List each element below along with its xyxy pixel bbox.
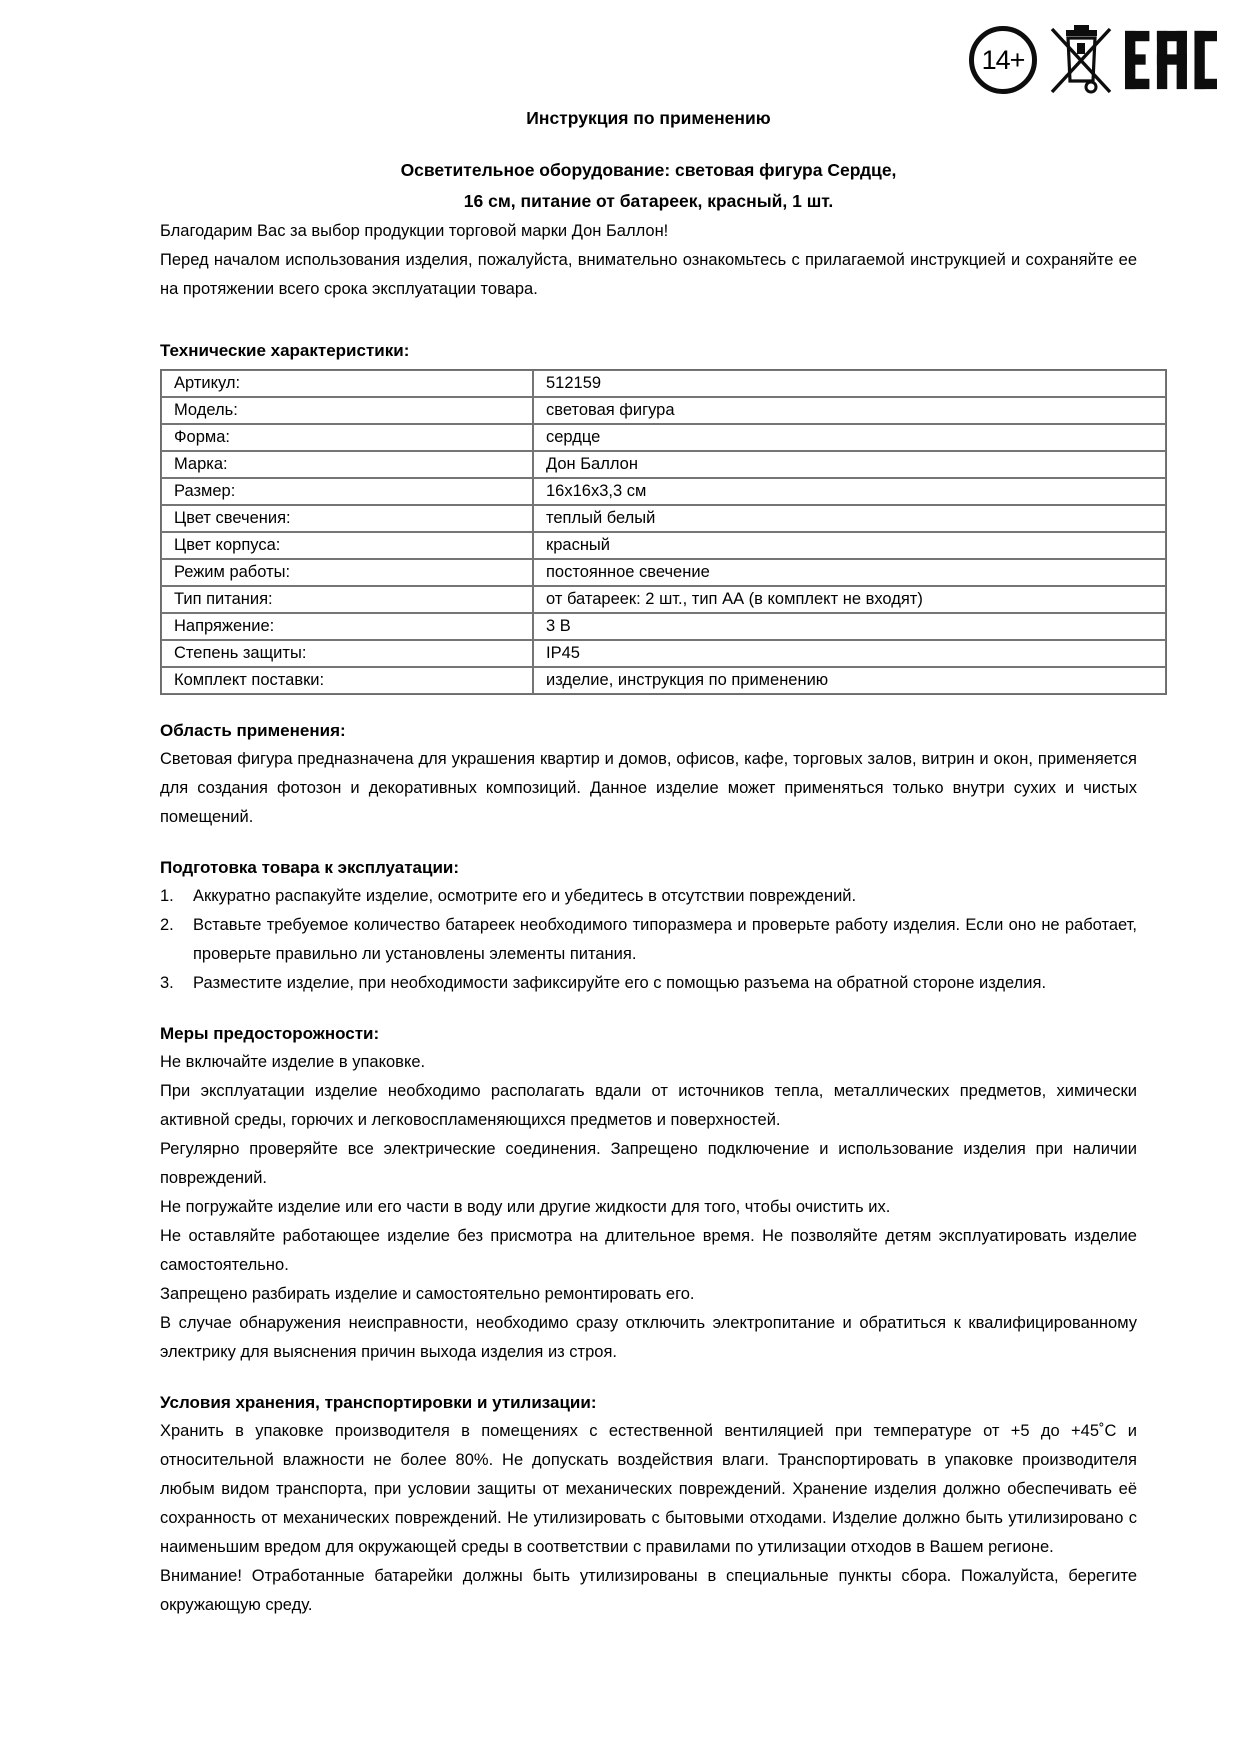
spec-row — [161, 613, 1166, 640]
spec-value: изделие, инструкция по применению — [533, 667, 1166, 694]
list-item-number: 3. — [160, 974, 174, 992]
precaution-paragraph: Не оставляйте работающее изделие без присмотра на длительное время. Не позволяйте детям эксплуатировать изделие самостоятельно. — [160, 1227, 1137, 1274]
spec-label: Артикул: — [161, 370, 533, 397]
spec-value: сердце — [533, 424, 1166, 451]
spec-label: Комплект поставки: — [161, 667, 533, 694]
spec-label: Цвет свечения: — [161, 505, 533, 532]
storage-heading: Условия хранения, транспортировки и утилизации: — [160, 1393, 597, 1412]
application-body: Световая фигура предназначена для украшения квартир и домов, офисов, кафе, торговых залов, витрин и окон, применяется для создания фотозон и декоративных композиций. Данное изделие может применяться только внутри сухих и чистых помещений. — [160, 750, 1137, 826]
list-item — [160, 911, 1137, 969]
spec-label: Форма: — [161, 424, 533, 451]
list-item — [160, 882, 1137, 911]
list-item — [160, 969, 1137, 998]
spec-value: от батареек: 2 шт., тип АА (в комплект не входят) — [533, 586, 1166, 613]
spec-label: Степень защиты: — [161, 640, 533, 667]
spec-label: Цвет корпуса: — [161, 532, 533, 559]
spec-row — [161, 478, 1166, 505]
specs-heading: Технические характеристики: — [160, 341, 410, 360]
spec-row — [161, 667, 1166, 694]
spec-value: IP45 — [533, 640, 1166, 667]
spec-row — [161, 424, 1166, 451]
specs-table — [160, 369, 1167, 695]
list-item-text: Разместите изделие, при необходимости зафиксируйте его с помощью разъема на обратной стороне изделия. — [193, 974, 1047, 992]
list-item-number: 1. — [160, 887, 174, 905]
age-rating-label: 14+ — [981, 44, 1025, 75]
application-heading: Область применения: — [160, 721, 346, 740]
list-item-text: Вставьте требуемое количество батареек необходимого типоразмера и проверьте работу изделия. Если оно не работает, проверьте правильно ли установлены элементы питания. — [193, 916, 1137, 963]
spec-label: Напряжение: — [161, 613, 533, 640]
spec-label: Тип питания: — [161, 586, 533, 613]
product-subtitle-line2: 16 см, питание от батареек, красный, 1 шт. — [463, 191, 834, 211]
precautions-heading: Меры предосторожности: — [160, 1024, 380, 1043]
precaution-paragraph: При эксплуатации изделие необходимо располагать вдали от источников тепла, металлических предметов, химически активной среды, горючих и легковоспламеняющихся предметов и поверхностей. — [160, 1082, 1137, 1129]
spec-label: Марка: — [161, 451, 533, 478]
storage-paragraph: Хранить в упаковке производителя в помещениях с естественной вентиляцией при температуре от +5 до +45˚С и относительной влажности не более 80%. Не допускать воздействия влаги. Транспортировать в упаковке производителя любым видом транспорта, при условии защиты от механических повреждений. Хранение изделия должно обеспечивать её сохранность от механических повреждений. Не утилизировать с бытовыми отходами. Изделие должно быть утилизировано с наименьшим вредом для окружающей среды в соответствии с правилами по утилизации отходов в Вашем регионе. — [160, 1422, 1137, 1556]
precaution-paragraph: Запрещено разбирать изделие и самостоятельно ремонтировать его. — [160, 1285, 695, 1303]
intro-thanks: Благодарим Вас за выбор продукции торговой марки Дон Баллон! — [160, 222, 669, 240]
precaution-paragraph: Регулярно проверяйте все электрические соединения. Запрещено подключение и использование изделия при наличии повреждений. — [160, 1140, 1137, 1187]
age-rating-icon — [969, 26, 1037, 94]
spec-row — [161, 370, 1166, 397]
preparation-list — [160, 882, 1137, 998]
spec-row — [161, 532, 1166, 559]
spec-row — [161, 451, 1166, 478]
weee-icon — [1049, 24, 1113, 96]
top-icons — [969, 24, 1217, 96]
spec-label: Режим работы: — [161, 559, 533, 586]
list-item-text: Аккуратно распакуйте изделие, осмотрите его и убедитесь в отсутствии повреждений. — [193, 887, 857, 905]
page-title: Инструкция по применению — [526, 108, 771, 128]
precaution-paragraph: Не включайте изделие в упаковке. — [160, 1053, 426, 1071]
spec-row — [161, 505, 1166, 532]
spec-row — [161, 640, 1166, 667]
spec-value: постоянное свечение — [533, 559, 1166, 586]
spec-value: 512159 — [533, 370, 1166, 397]
preparation-heading: Подготовка товара к эксплуатации: — [160, 858, 460, 877]
spec-value: 3 В — [533, 613, 1166, 640]
precaution-paragraph: В случае обнаружения неисправности, необходимо сразу отключить электропитание и обратиться к квалифицированному электрику для выяснения причин выхода изделия из строя. — [160, 1314, 1137, 1361]
list-item-number: 2. — [160, 916, 174, 934]
spec-value: световая фигура — [533, 397, 1166, 424]
storage-paragraph: Внимание! Отработанные батарейки должны быть утилизированы в специальные пункты сбора. Пожалуйста, берегите окружающую среду. — [160, 1567, 1137, 1614]
spec-value: теплый белый — [533, 505, 1166, 532]
product-subtitle-line1: Осветительное оборудование: световая фигура Сердце, — [400, 160, 897, 180]
precaution-paragraph: Не погружайте изделие или его части в воду или другие жидкости для того, чтобы очистить их. — [160, 1198, 891, 1216]
spec-row — [161, 397, 1166, 424]
spec-row — [161, 559, 1166, 586]
spec-value: красный — [533, 532, 1166, 559]
spec-value: Дон Баллон — [533, 451, 1166, 478]
spec-value: 16х16х3,3 см — [533, 478, 1166, 505]
spec-label: Модель: — [161, 397, 533, 424]
intro-notice: Перед началом использования изделия, пожалуйста, внимательно ознакомьтесь с прилагаемой инструкцией и сохраняйте ее на протяжении всего срока эксплуатации товара. — [160, 251, 1137, 298]
spec-row — [161, 586, 1166, 613]
product-subtitle — [160, 155, 1137, 217]
eac-logo-icon — [1125, 29, 1217, 91]
spec-label: Размер: — [161, 478, 533, 505]
